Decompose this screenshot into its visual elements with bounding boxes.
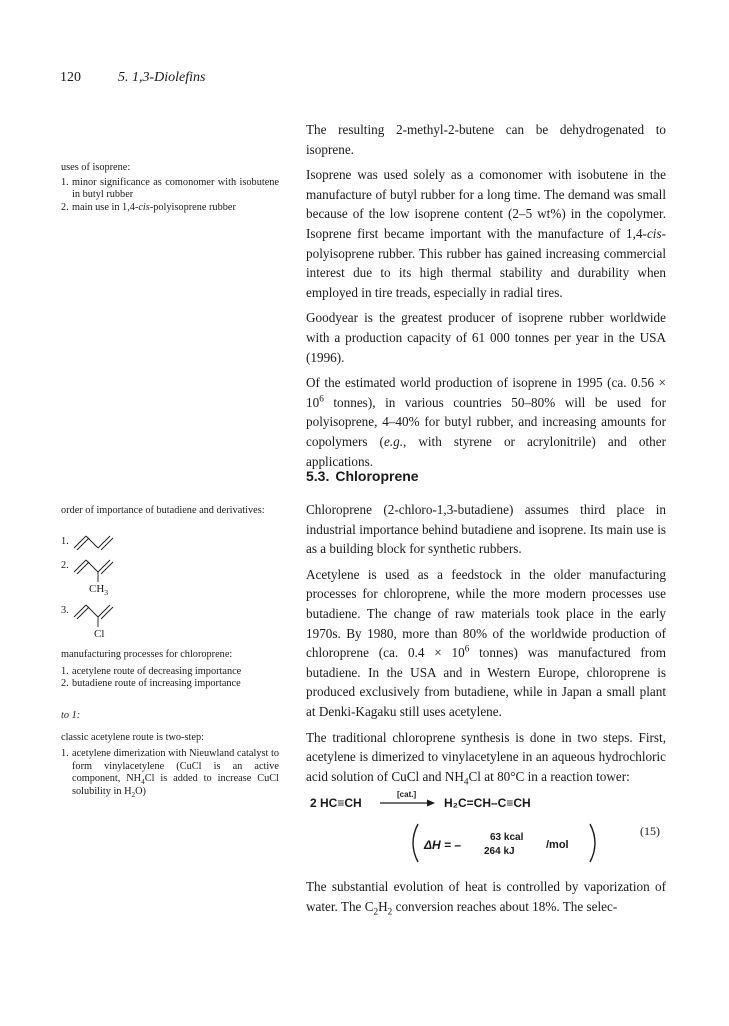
main-column-bottom: [306, 877, 666, 922]
section-number: 5.3.: [306, 468, 330, 484]
running-header: [60, 70, 206, 86]
side-note-reference: to 1:: [61, 710, 81, 721]
enthalpy-kj: 264 kJ: [484, 846, 515, 857]
paragraph-isoprene-usage: Isoprene was used solely as a comonomer with isobutene in the manufacture of butyl rubber for a long time. The demand was small because of the low isoprene content (2–5 wt%) in the copolymer. Isoprene first became important with the manufacture of 1,4-cis-polyisoprene rubber. This rubber has gained increasing commercial interest due to its high thermal stability and durability when employed in tire treads, especially in radial tires.: [306, 167, 666, 300]
catalyst-label: [cat.]: [397, 790, 417, 799]
paragraph-world-production: Of the estimated world production of isoprene in 1995 (ca. $0.56 \times 10^6$ tonnes), in various countries 50–80% will be used for polyisoprene, 4–40% for butyl rubber, and increasing amounts for copolymers (e.g., with styrene or acrylonitrile) and other applications.: [306, 375, 667, 469]
list-item: 1. acetylene dimerization with Nieuwland catalyst to form vinylacetylene (CuCl is an active component, $NH_4Cl$ is added to increase CuCl solubility in $H_2O$): [61, 748, 279, 800]
structure-number-3: 3.: [61, 605, 69, 616]
paragraph-heat-evolution: The substantial evolution of heat is controlled by vaporization of water. The $C_2H_2$ conversion reaches about 18%. The selec-: [306, 879, 666, 917]
list-item: 1. minor significance as comonomer with isobutene in butyl rubber: [61, 176, 279, 201]
list-item: 2. butadiene route of increasing importance: [61, 678, 241, 690]
main-column-upper: [306, 120, 666, 477]
enthalpy-expression: [410, 820, 610, 866]
side-note-title: classic acetylene route is two-step:: [61, 731, 204, 743]
section-title: Chloroprene: [335, 468, 419, 484]
chapter-title: 5. 1,3-Diolefins: [118, 70, 206, 85]
paragraph-feedstock: Acetylene is used as a feedstock in the older manufacturing processes for chloroprene, while the more modern processes use butadiene. The change of raw materials took place in the early 1970s. By 1980, more than 80% of the worldwide production of chloroprene (ca. $0.4 \times 10^6$ tonnes) was manufactured from butadiene. In the USA and in Western Europe, chloroprene is produced exclusively from butadiene, while in Japan a small plant at Denki-Kagaku still uses acetylene.: [306, 566, 666, 719]
chlorine-label: Cl: [94, 628, 105, 640]
list-item: 2. main use in 1,4-cis-polyisoprene rubber: [61, 201, 236, 213]
list-item: 1. acetylene route of decreasing importance: [61, 665, 242, 677]
section-heading: [306, 468, 419, 484]
paragraph-goodyear: Goodyear is the greatest producer of isoprene rubber worldwide with a production capacity of 61 000 tonnes per year in the USA (1996).: [306, 310, 666, 365]
paragraph-synthesis: The traditional chloroprene synthesis is done in two steps. First, acetylene is dimerized to vinylacetylene in an aqueous hydrochloric acid solution of CuCl and $NH_4Cl$ at 80°C in a reaction tower:: [306, 729, 666, 787]
per-mol: /mol: [546, 839, 569, 851]
page-number: 120: [60, 70, 81, 85]
side-note-acetylene-route: [61, 710, 279, 799]
structure-number-1: 1.: [61, 536, 69, 547]
paragraph-chloroprene-intro: Chloroprene (2-chloro-1,3-butadiene) assumes third place in industrial importance behind butadiene and isoprene. Its main use is as a building block for synthetic rubbers.: [306, 502, 666, 557]
main-column-lower: [306, 500, 666, 792]
equation-product: H₂C=CH–C≡CH: [444, 796, 531, 810]
side-note-title: manufacturing processes for chloroprene:: [61, 649, 233, 660]
paragraph-methylbutene: The resulting 2-methyl-2-butene can be dehydrogenated to isoprene.: [306, 122, 666, 157]
delta-h-label: ΔH = –: [424, 838, 462, 852]
side-note-title: order of importance of butadiene and derivatives:: [61, 505, 265, 516]
equation-number: (15): [640, 824, 660, 838]
side-note-order: [61, 505, 279, 518]
side-note-isoprene-uses: [61, 162, 279, 214]
equation-reactant: 2 HC≡CH: [310, 796, 362, 810]
side-note-manufacturing: [61, 649, 279, 691]
structure-number-2: 2.: [61, 560, 69, 571]
methyl-group-label: $CH_3$: [89, 583, 109, 598]
side-note-title: uses of isoprene:: [61, 162, 131, 173]
equation-arrow: [378, 788, 438, 810]
enthalpy-kcal: 63 kcal: [490, 832, 524, 843]
